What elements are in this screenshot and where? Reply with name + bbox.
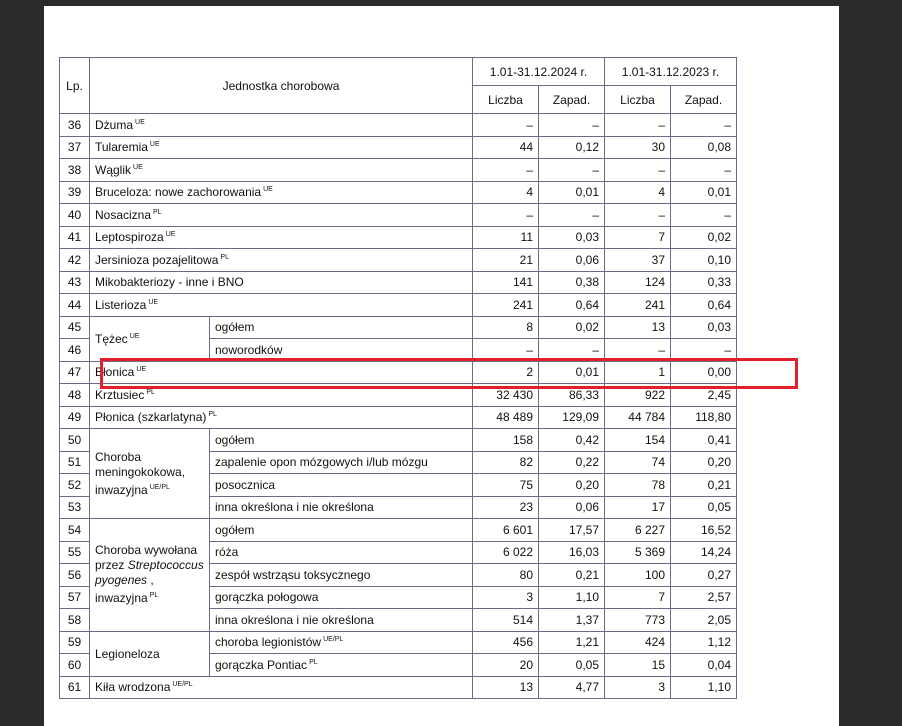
count-2024: 80 (473, 564, 539, 587)
superscript: PL (153, 208, 162, 216)
count-2023: 922 (605, 384, 671, 407)
count-2023: 37 (605, 249, 671, 272)
disease-name: Bruceloza: nowe zachorowania (95, 185, 262, 200)
superscript: UE (165, 231, 176, 239)
rate-2024: – (539, 159, 605, 182)
disease-name: Wąglik (95, 162, 132, 177)
count-2023: 124 (605, 271, 671, 294)
table-row (60, 136, 737, 159)
count-2023: 7 (605, 586, 671, 609)
subcategory-name: noworodków (215, 342, 283, 357)
rate-2023: – (671, 204, 737, 227)
row-number: 54 (60, 519, 90, 542)
count-2024: – (473, 159, 539, 182)
count-2023: 74 (605, 451, 671, 474)
disease-name-cell (90, 676, 473, 699)
count-2024: 32 430 (473, 384, 539, 407)
rate-2024: 1,10 (539, 586, 605, 609)
disease-name-cell (90, 136, 473, 159)
rate-2023: 2,05 (671, 609, 737, 632)
rate-2024: 86,33 (539, 384, 605, 407)
superscript: UE/PL (323, 636, 344, 644)
row-number: 59 (60, 631, 90, 654)
row-number: 58 (60, 609, 90, 632)
row-number: 46 (60, 339, 90, 362)
row-number: 44 (60, 294, 90, 317)
subcategory-cell (210, 316, 473, 339)
subcategory-cell (210, 519, 473, 542)
row-number: 47 (60, 361, 90, 384)
rate-2023: 1,10 (671, 676, 737, 699)
rate-2024: 0,02 (539, 316, 605, 339)
count-2024: 158 (473, 429, 539, 452)
disease-name: Krztusiec (95, 387, 145, 402)
table-row (60, 114, 737, 137)
rate-2024: 0,06 (539, 249, 605, 272)
count-2023: – (605, 114, 671, 137)
count-2023: 241 (605, 294, 671, 317)
superscript: PL (149, 592, 159, 600)
group-name-line: , (147, 573, 154, 588)
rate-2023: 16,52 (671, 519, 737, 542)
row-number: 49 (60, 406, 90, 429)
disease-name-cell (90, 159, 473, 182)
group-name-italic: pyogenes (95, 573, 148, 588)
count-2023: 15 (605, 654, 671, 677)
group-name-cell (90, 429, 210, 519)
rate-2024: 0,03 (539, 226, 605, 249)
count-2024: 2 (473, 361, 539, 384)
row-number: 40 (60, 204, 90, 227)
subcategory-name: ogółem (215, 320, 255, 335)
rate-2024: 0,01 (539, 361, 605, 384)
rate-2023: – (671, 159, 737, 182)
rate-2024: 0,20 (539, 474, 605, 497)
subcategory-name: posocznica (215, 477, 276, 492)
count-2024: 6 022 (473, 541, 539, 564)
rate-2024: 0,42 (539, 429, 605, 452)
rate-2023: 0,03 (671, 316, 737, 339)
rate-2023: 0,20 (671, 451, 737, 474)
table-row (60, 519, 737, 542)
group-name-line: inwazyjna (95, 591, 148, 606)
count-2023: 100 (605, 564, 671, 587)
disease-name-cell (90, 361, 473, 384)
count-2023: – (605, 204, 671, 227)
rate-2024: 0,01 (539, 181, 605, 204)
group-name-cell (90, 519, 210, 632)
rate-2024: 0,38 (539, 271, 605, 294)
subcategory-cell (210, 564, 473, 587)
count-2024: 456 (473, 631, 539, 654)
disease-name-cell (90, 406, 473, 429)
table-row (60, 316, 737, 339)
table-row (60, 181, 737, 204)
rate-2024-header: Zapad. (539, 86, 605, 114)
count-2024: – (473, 339, 539, 362)
header-row-top (60, 58, 737, 86)
count-2023: 44 784 (605, 406, 671, 429)
disease-table (59, 57, 737, 699)
count-2024: 21 (473, 249, 539, 272)
row-number: 36 (60, 114, 90, 137)
disease-name-cell (90, 226, 473, 249)
rate-2023: 0,64 (671, 294, 737, 317)
subcategory-cell (210, 609, 473, 632)
count-2024: 23 (473, 496, 539, 519)
row-number: 37 (60, 136, 90, 159)
row-number: 45 (60, 316, 90, 339)
rate-2023: 0,04 (671, 654, 737, 677)
count-2024: 514 (473, 609, 539, 632)
rate-2023: 0,10 (671, 249, 737, 272)
row-number: 38 (60, 159, 90, 182)
group-name-line: Choroba wywołana (95, 543, 198, 558)
table-row (60, 406, 737, 429)
row-number: 39 (60, 181, 90, 204)
count-2023: 7 (605, 226, 671, 249)
rate-2024: 16,03 (539, 541, 605, 564)
subcategory-cell (210, 496, 473, 519)
rate-2024: – (539, 114, 605, 137)
rate-2024: 4,77 (539, 676, 605, 699)
group-name-line: przez (95, 558, 128, 573)
row-number: 43 (60, 271, 90, 294)
count-2023: 30 (605, 136, 671, 159)
rate-2023: 118,80 (671, 406, 737, 429)
superscript: UE (133, 163, 143, 171)
group-name: Legioneloza (95, 646, 160, 661)
count-2023: 6 227 (605, 519, 671, 542)
count-2024-header: Liczba (473, 86, 539, 114)
subcategory-name: inna określona i nie określona (215, 612, 374, 627)
count-2024: 141 (473, 271, 539, 294)
superscript: PL (220, 253, 229, 261)
row-number: 42 (60, 249, 90, 272)
rate-2023: 0,21 (671, 474, 737, 497)
disease-name-cell (90, 384, 473, 407)
rate-2023: 2,57 (671, 586, 737, 609)
row-number: 60 (60, 654, 90, 677)
disease-name: Jersinioza pozajelitowa (95, 252, 219, 267)
superscript: UE (129, 332, 140, 340)
count-2024: 11 (473, 226, 539, 249)
rate-2024: 0,05 (539, 654, 605, 677)
subcategory-name: gorączka połogowa (215, 590, 319, 605)
group-name-cell (90, 631, 210, 676)
superscript: UE (136, 366, 147, 374)
rate-2023: 0,02 (671, 226, 737, 249)
rate-2023: 0,00 (671, 361, 737, 384)
period-2024-header: 1.01-31.12.2024 r. (473, 58, 605, 86)
count-2023: – (605, 339, 671, 362)
count-2023-header: Liczba (605, 86, 671, 114)
disease-name-cell (90, 249, 473, 272)
disease-name: Nosacizna (95, 207, 152, 222)
period-2023-header: 1.01-31.12.2023 r. (605, 58, 737, 86)
count-2024: 8 (473, 316, 539, 339)
count-2024: – (473, 114, 539, 137)
group-name-cell (90, 316, 210, 361)
row-number: 53 (60, 496, 90, 519)
rate-2024: 0,21 (539, 564, 605, 587)
subcategory-name: choroba legionistów (215, 635, 322, 650)
row-number: 41 (60, 226, 90, 249)
row-number: 55 (60, 541, 90, 564)
subcategory-cell (210, 631, 473, 654)
subcategory-cell (210, 429, 473, 452)
table-row (60, 271, 737, 294)
table-row (60, 249, 737, 272)
superscript: PL (146, 388, 155, 396)
disease-name-cell (90, 204, 473, 227)
count-2024: 48 489 (473, 406, 539, 429)
rate-2024: 17,57 (539, 519, 605, 542)
disease-name: Płonica (szkarlatyna) (95, 410, 207, 425)
count-2023: 424 (605, 631, 671, 654)
superscript: PL (208, 411, 217, 419)
count-2023: – (605, 159, 671, 182)
table-row (60, 631, 737, 654)
rate-2024: 0,64 (539, 294, 605, 317)
rate-2024: 0,22 (539, 451, 605, 474)
disease-name-cell (90, 181, 473, 204)
rate-2024: 1,37 (539, 609, 605, 632)
row-number: 52 (60, 474, 90, 497)
row-number: 51 (60, 451, 90, 474)
count-2024: 6 601 (473, 519, 539, 542)
superscript: UE (263, 186, 273, 194)
superscript: UE/PL (149, 483, 170, 491)
group-name-italic: Streptococcus (127, 558, 204, 573)
disease-name: Listerioza (95, 297, 147, 312)
disease-name-cell (90, 271, 473, 294)
table-row (60, 429, 737, 452)
subcategory-name: ogółem (215, 432, 255, 447)
row-number: 48 (60, 384, 90, 407)
rate-2023: 0,27 (671, 564, 737, 587)
count-2024: 20 (473, 654, 539, 677)
disease-header: Jednostka chorobowa (90, 58, 473, 114)
rate-2023: 0,08 (671, 136, 737, 159)
row-number: 50 (60, 429, 90, 452)
superscript: UE/PL (172, 681, 193, 689)
table-row (60, 204, 737, 227)
count-2024: 82 (473, 451, 539, 474)
disease-name: Mikobakteriozy - inne i BNO (95, 275, 244, 290)
subcategory-name: róża (215, 545, 239, 560)
subcategory-cell (210, 541, 473, 564)
subcategory-cell (210, 586, 473, 609)
count-2023: 13 (605, 316, 671, 339)
rate-2023: 14,24 (671, 541, 737, 564)
rate-2024: – (539, 339, 605, 362)
subcategory-cell (210, 654, 473, 677)
rate-2024: 129,09 (539, 406, 605, 429)
rate-2024: – (539, 204, 605, 227)
count-2023: 17 (605, 496, 671, 519)
count-2023: 4 (605, 181, 671, 204)
group-name: Tężec (95, 331, 128, 346)
count-2024: 4 (473, 181, 539, 204)
rate-2023: 2,45 (671, 384, 737, 407)
rate-2024: 0,06 (539, 496, 605, 519)
count-2023: 154 (605, 429, 671, 452)
table-row (60, 384, 737, 407)
disease-name: Leptospiroza (95, 230, 164, 245)
count-2024: – (473, 204, 539, 227)
disease-name: Dżuma (95, 117, 134, 132)
superscript: UE (135, 118, 145, 126)
group-name-line: Choroba (95, 449, 142, 464)
count-2024: 75 (473, 474, 539, 497)
count-2024: 44 (473, 136, 539, 159)
group-name-line: meningokokowa, (95, 464, 186, 479)
disease-name: Tularemia (95, 140, 148, 155)
superscript: UE (148, 298, 159, 306)
row-number: 57 (60, 586, 90, 609)
count-2023: 78 (605, 474, 671, 497)
subcategory-cell (210, 451, 473, 474)
rate-2023-header: Zapad. (671, 86, 737, 114)
count-2024: 13 (473, 676, 539, 699)
table-row (60, 361, 737, 384)
subcategory-name: zespół wstrząsu toksycznego (215, 567, 371, 582)
group-name-line: inwazyjna (95, 482, 148, 497)
count-2024: 241 (473, 294, 539, 317)
row-number: 56 (60, 564, 90, 587)
rate-2023: 0,05 (671, 496, 737, 519)
rate-2023: – (671, 114, 737, 137)
table-row (60, 226, 737, 249)
rate-2023: 0,33 (671, 271, 737, 294)
disease-name: Kiła wrodzona (95, 680, 171, 695)
rate-2023: – (671, 339, 737, 362)
rate-2023: 0,01 (671, 181, 737, 204)
rate-2023: 1,12 (671, 631, 737, 654)
subcategory-name: inna określona i nie określona (215, 500, 374, 515)
count-2023: 1 (605, 361, 671, 384)
disease-name: Błonica (95, 365, 135, 380)
subcategory-name: ogółem (215, 522, 255, 537)
rate-2024: 0,12 (539, 136, 605, 159)
subcategory-cell (210, 474, 473, 497)
count-2023: 5 369 (605, 541, 671, 564)
disease-name-cell (90, 114, 473, 137)
disease-name-cell (90, 294, 473, 317)
table-row (60, 676, 737, 699)
lp-header: Lp. (60, 58, 90, 114)
table-row (60, 159, 737, 182)
superscript: UE (149, 141, 160, 149)
count-2024: 3 (473, 586, 539, 609)
subcategory-name: zapalenie opon mózgowych i/lub mózgu (215, 455, 428, 470)
subcategory-cell (210, 339, 473, 362)
table-row (60, 294, 737, 317)
rate-2023: 0,41 (671, 429, 737, 452)
row-number: 61 (60, 676, 90, 699)
count-2023: 773 (605, 609, 671, 632)
subcategory-name: gorączka Pontiac (215, 657, 308, 672)
rate-2024: 1,21 (539, 631, 605, 654)
superscript: PL (309, 658, 318, 666)
count-2023: 3 (605, 676, 671, 699)
